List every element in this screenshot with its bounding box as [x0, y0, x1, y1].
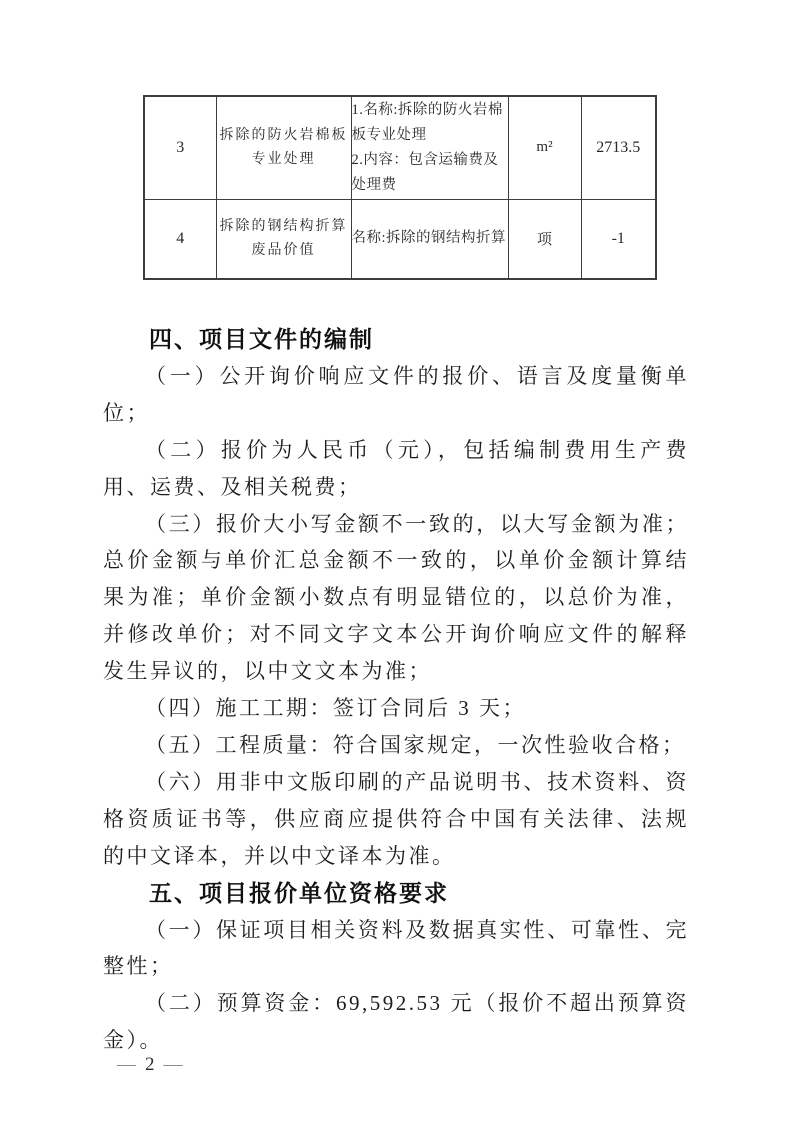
- row-seq-cell: 4: [144, 199, 216, 279]
- page-footer: [117, 1053, 183, 1077]
- paragraph: （二）预算资金：69,592.53 元（报价不超出预算资金）。: [103, 991, 689, 1053]
- desc-line: 2.内容：包含运输费及处理费: [351, 151, 499, 193]
- section-heading: 四、项目文件的编制: [149, 326, 374, 352]
- row-name-cell: 拆除的防火岩棉板专业处理: [216, 96, 351, 199]
- desc-line: 名称:拆除的钢结构折算: [351, 230, 507, 247]
- table-row: [144, 96, 656, 199]
- row-seq-cell: 3: [144, 96, 216, 199]
- paragraph: （一）公开询价响应文件的报价、语言及度量衡单位；: [103, 363, 689, 425]
- section-heading: 五、项目报价单位资格要求: [149, 879, 449, 906]
- items-table: [143, 95, 657, 280]
- desc-line: 1.名称:拆除的防火岩棉板专业处理: [351, 101, 503, 143]
- paragraph: （三）报价大小写金额不一致的，以大写金额为准；总价金额与单价汇总金额不一致的，以单价金额计算结果为准；单价金额小数点有明显错位的，以总价为准，并修改单价；对不同文字文本公开询价响应文件的解释发生异议的，以中文文本为准；: [103, 511, 689, 684]
- paragraph: （二）报价为人民币（元），包括编制费用生产费用、运费、及相关税费；: [103, 437, 689, 499]
- paragraph: （四）施工工期：签订合同后 3 天；: [145, 696, 526, 721]
- row-desc-cell: [351, 199, 508, 279]
- page-number: 2: [145, 1054, 155, 1075]
- footer-dash-right: —: [163, 1054, 183, 1075]
- footer-dash-left: —: [117, 1054, 136, 1075]
- paragraph: （五）工程质量：符合国家规定，一次性验收合格；: [145, 732, 686, 757]
- paragraph: （一）保证项目相关资料及数据真实性、可靠性、完整性；: [103, 917, 689, 979]
- row-desc-cell: [351, 96, 508, 199]
- row-qty-cell: 2713.5: [581, 96, 656, 199]
- row-qty-cell: -1: [581, 199, 656, 279]
- paragraph: （六）用非中文版印刷的产品说明书、技术资料、资格资质证书等，供应商应提供符合中国有关法律、法规的中文译本，并以中文译本为准。: [103, 769, 689, 868]
- row-name-cell: 拆除的钢结构折算废品价值: [216, 199, 351, 279]
- document-body: [103, 321, 689, 1059]
- row-unit-cell: 项: [508, 199, 581, 279]
- table-row: [144, 199, 656, 279]
- row-unit-cell: m²: [508, 96, 581, 199]
